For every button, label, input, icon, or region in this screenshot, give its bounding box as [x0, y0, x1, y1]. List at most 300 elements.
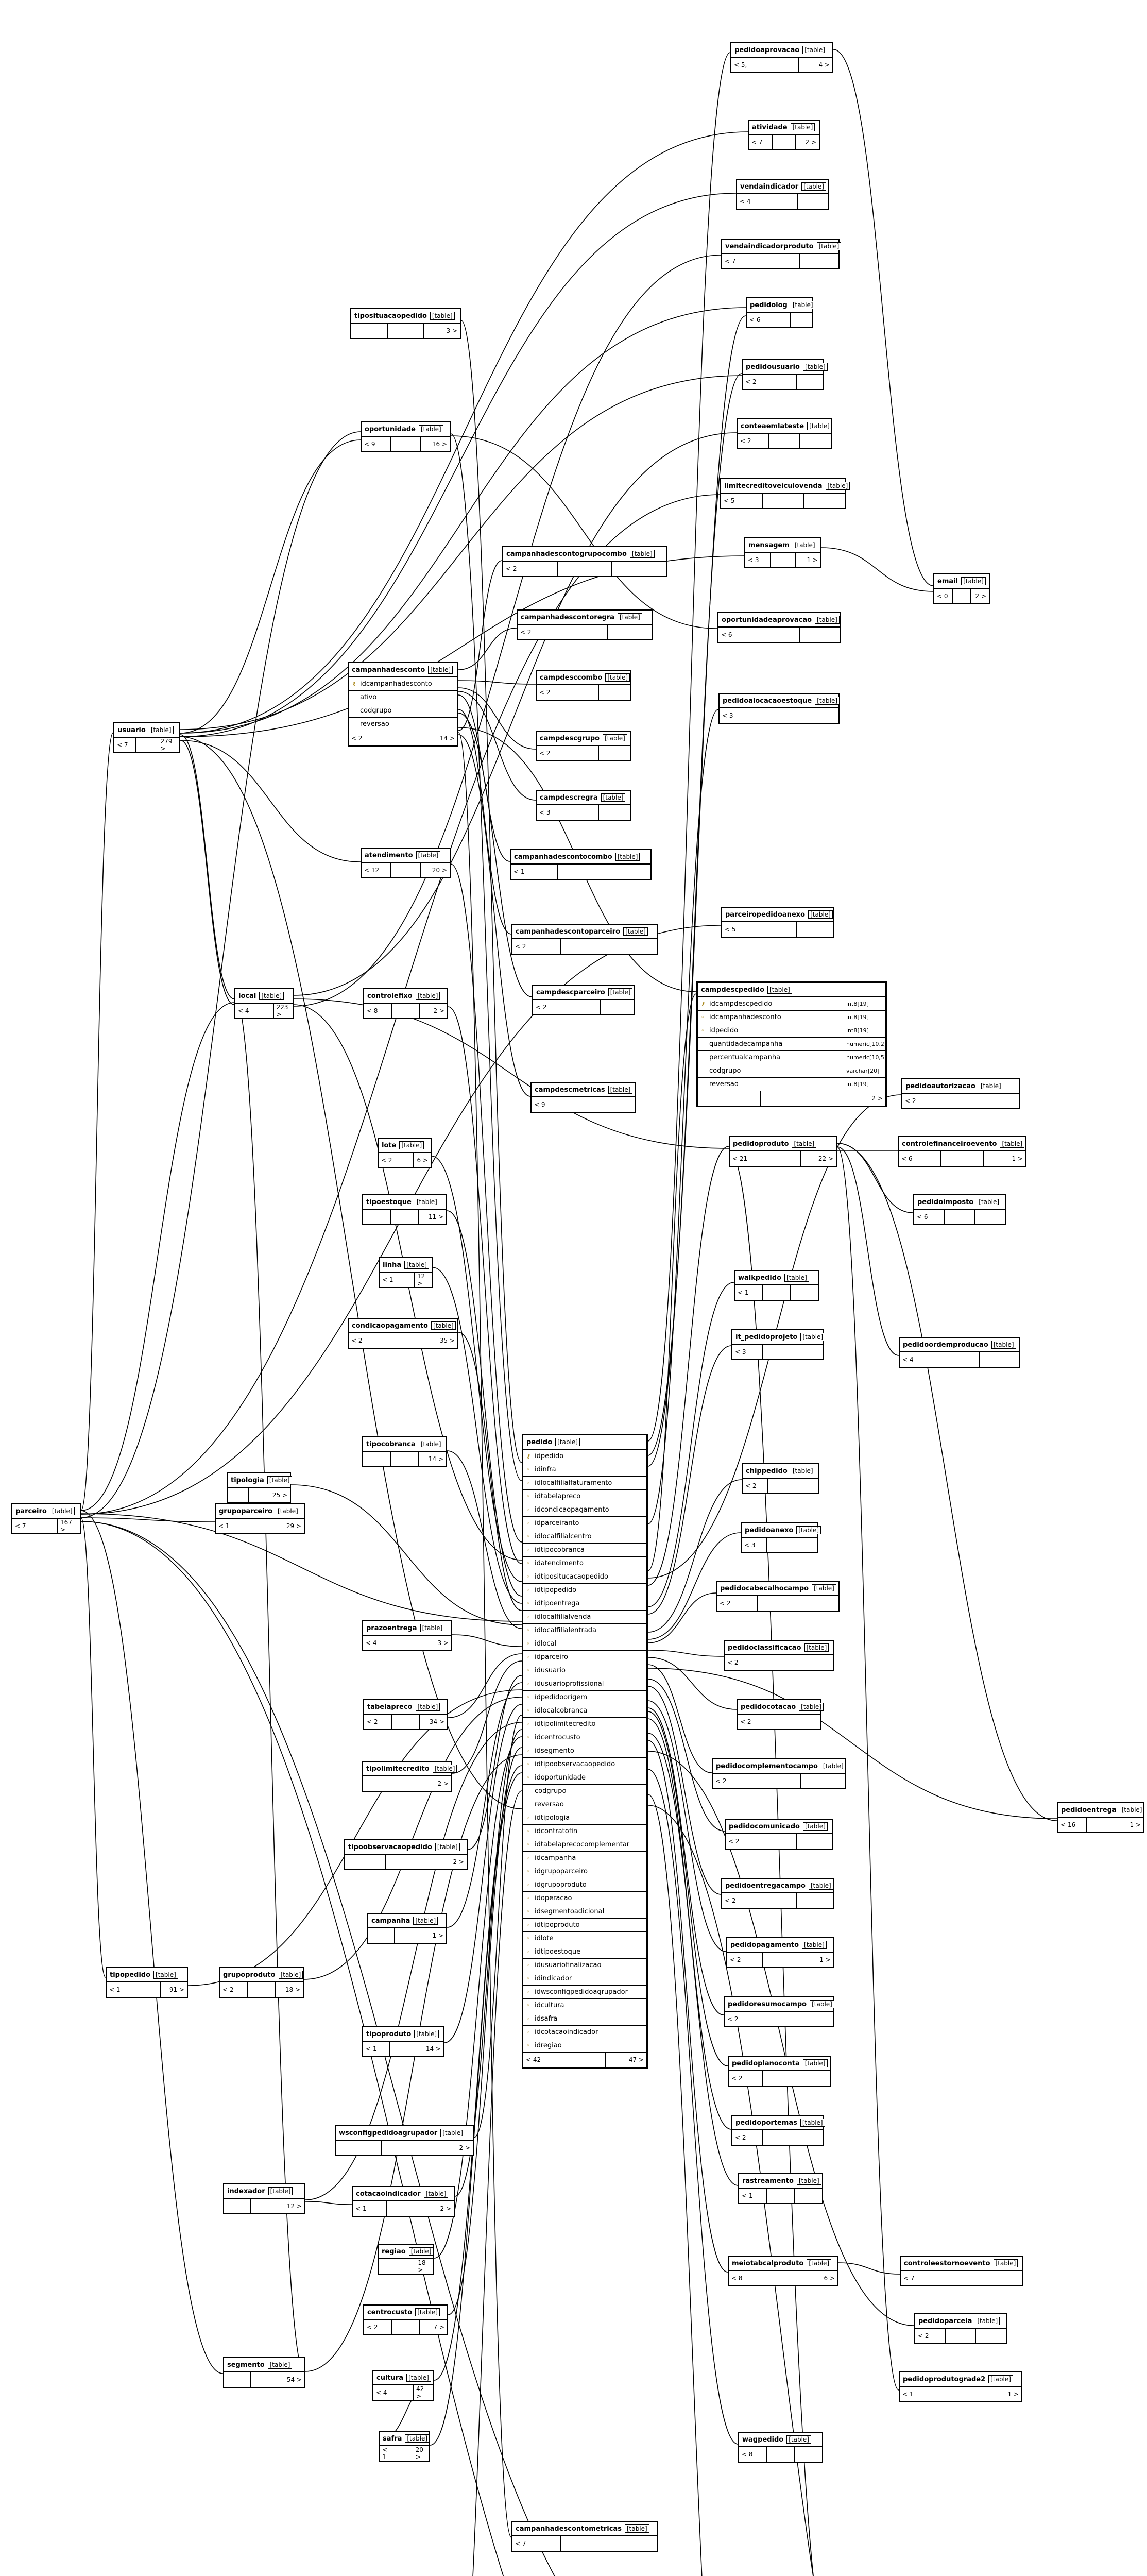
- table-limitecreditoveiculovenda[interactable]: [720, 478, 846, 509]
- table-footer: [380, 1273, 432, 1287]
- table-name[interactable]: tipocobranca: [366, 1440, 416, 1448]
- table-type-label: [table]: [817, 242, 842, 250]
- parents-count: < 2: [533, 1000, 567, 1014]
- table-name[interactable]: campanhadescontocombo: [514, 853, 612, 861]
- table-pedidoportemas[interactable]: [731, 2115, 824, 2146]
- table-pedidoautorizacao[interactable]: [901, 1078, 1020, 1109]
- table-header: [722, 240, 838, 254]
- table-type-label: [table]: [799, 1703, 824, 1711]
- table-name[interactable]: tipoobservacaopedido: [348, 1843, 432, 1851]
- table-footer: [353, 2201, 454, 2216]
- column-row: [523, 1664, 646, 1677]
- table-name[interactable]: pedidocabecalhocampo: [720, 1584, 809, 1592]
- table-name[interactable]: safra: [383, 2434, 402, 2443]
- table-name[interactable]: it_pedidoprojeto: [735, 1333, 798, 1341]
- rows-count: [771, 553, 796, 567]
- rows-count: [248, 1982, 276, 1997]
- table-safra[interactable]: [379, 2431, 430, 2462]
- table-name[interactable]: pedidoimposto: [917, 1198, 974, 1206]
- table-footer: [364, 1715, 447, 1729]
- table-campdesccombo[interactable]: [536, 670, 631, 701]
- foreign-key-icon: ◦: [526, 1774, 530, 1781]
- table-footer: [749, 135, 819, 149]
- table-meiotabcalproduto[interactable]: [728, 2256, 838, 2286]
- table-parceiro[interactable]: [11, 1503, 81, 1534]
- foreign-key-icon: ◦: [526, 1935, 530, 1942]
- table-footer: [743, 375, 823, 389]
- table-type-label: [table]: [415, 1198, 439, 1206]
- relationship-line: [837, 1147, 899, 1355]
- table-pedido[interactable]: [522, 1434, 648, 2069]
- column-row: [523, 2012, 646, 2026]
- table-oportunidadeaprovacao[interactable]: [717, 612, 841, 643]
- table-name[interactable]: tipologia: [231, 1476, 264, 1484]
- table-name[interactable]: conteaemlateste: [741, 422, 804, 430]
- table-it-pedidoprojeto[interactable]: [731, 1329, 824, 1360]
- table-name[interactable]: indexador: [227, 2187, 265, 2195]
- table-pedidocabecalhocampo[interactable]: [716, 1581, 840, 1612]
- table-campanhadescontoregra[interactable]: [517, 609, 653, 640]
- table-name[interactable]: atendimento: [365, 851, 413, 859]
- table-campanhadesconto[interactable]: [348, 662, 458, 747]
- table-footer: [725, 2012, 833, 2026]
- table-type-label: [table]: [797, 2177, 821, 2185]
- table-name[interactable]: pedidocomplementocampo: [716, 1762, 818, 1770]
- table-footer: [915, 2329, 1006, 2343]
- table-name[interactable]: pedidoordemproducao: [903, 1341, 988, 1349]
- table-name[interactable]: campdescgrupo: [540, 734, 600, 742]
- table-type-label: [table]: [975, 2317, 1000, 2325]
- table-grupoproduto[interactable]: [219, 1967, 304, 1998]
- rows-count: [564, 2053, 606, 2067]
- rows-count: [946, 2329, 976, 2343]
- children-count: [604, 865, 650, 879]
- column-row: [523, 1798, 646, 1811]
- column-name: idtipocobranca: [535, 1546, 585, 1554]
- children-count: [975, 1210, 1005, 1224]
- table-name[interactable]: grupoproduto: [223, 1971, 276, 1979]
- foreign-key-icon: ◦: [526, 1640, 530, 1647]
- table-pedidoparcela[interactable]: [914, 2313, 1007, 2344]
- table-name[interactable]: campdescmetricas: [535, 1086, 605, 1094]
- table-chippedido[interactable]: [742, 1463, 819, 1494]
- table-name[interactable]: pedidoanexo: [745, 1526, 794, 1534]
- children-count: [793, 1479, 818, 1493]
- column-name: idcotacaoindicador: [535, 2028, 598, 2036]
- table-footer: [726, 1834, 832, 1849]
- rows-count: [392, 2320, 420, 2334]
- column-name: reversao: [709, 1080, 739, 1088]
- table-cultura[interactable]: [372, 2370, 434, 2401]
- children-count: 54 >: [286, 2376, 302, 2383]
- children-count: 25 >: [272, 1492, 288, 1499]
- table-lote[interactable]: [378, 1138, 432, 1168]
- table-type-label: [table]: [419, 1440, 443, 1448]
- table-name[interactable]: parceiropedidoanexo: [725, 910, 806, 919]
- table-name[interactable]: campanhadesconto: [352, 666, 425, 674]
- table-tipoproduto[interactable]: [362, 2026, 444, 2057]
- table-segmento[interactable]: [223, 2357, 305, 2388]
- table-campdescmetricas[interactable]: [530, 1082, 636, 1113]
- table-header: [523, 1435, 646, 1450]
- table-footer: [224, 2372, 304, 2387]
- table-name[interactable]: campanhadescontometricas: [516, 2524, 622, 2533]
- table-name[interactable]: pedidocomunicado: [729, 1822, 800, 1831]
- table-pedidopagamento[interactable]: [726, 1937, 834, 1968]
- children-count: 12 >: [286, 2202, 302, 2210]
- children-count: [800, 434, 831, 448]
- table-header: [537, 732, 630, 746]
- table-footer: [742, 1538, 817, 1552]
- foreign-key-icon: ◦: [526, 2029, 530, 2036]
- table-type-label: [table]: [786, 2435, 811, 2444]
- column-row: [523, 1986, 646, 1999]
- table-cotacaoindicador[interactable]: [352, 2186, 455, 2217]
- table-pedidoentrega[interactable]: [1057, 1802, 1144, 1833]
- table-name[interactable]: meiotabcalproduto: [732, 2259, 804, 2267]
- table-vendaindicador[interactable]: [736, 179, 829, 210]
- table-pedidoprodutograde2[interactable]: [899, 2371, 1022, 2402]
- table-pedidousuario[interactable]: [742, 359, 824, 390]
- table-header: [729, 2057, 830, 2071]
- rows-count: [561, 2536, 609, 2551]
- table-footer: [532, 1097, 635, 1112]
- table-type-label: [table]: [605, 673, 630, 682]
- table-name[interactable]: campdescregra: [540, 793, 598, 802]
- children-count: [599, 685, 630, 700]
- relationship-line: [458, 688, 536, 749]
- foreign-key-icon: ◦: [526, 1681, 530, 1687]
- table-pedidoproduto[interactable]: [729, 1136, 837, 1167]
- table-type-label: [table]: [784, 1274, 809, 1282]
- table-campdescgrupo[interactable]: [536, 731, 631, 761]
- table-controleestornoevento[interactable]: [900, 2256, 1023, 2286]
- foreign-key-icon: ◦: [526, 1882, 530, 1888]
- table-name[interactable]: regiao: [382, 2247, 406, 2256]
- table-wagpedido[interactable]: [738, 2432, 823, 2463]
- table-name[interactable]: chippedido: [746, 1467, 788, 1475]
- table-header: [915, 2314, 1006, 2329]
- rows-count: [387, 2201, 421, 2216]
- table-pedidoimposto[interactable]: [913, 1194, 1006, 1225]
- table-tipologia[interactable]: [227, 1472, 291, 1503]
- children-count: 1 >: [1007, 2391, 1019, 2398]
- rows-count: [761, 1091, 824, 1106]
- table-name[interactable]: controlefinanceiroevento: [902, 1140, 997, 1148]
- table-header: [537, 671, 630, 685]
- table-name[interactable]: cultura: [376, 2374, 404, 2382]
- table-campanhadescontoparceiro[interactable]: [511, 924, 658, 955]
- children-count: 14 >: [425, 2045, 441, 2053]
- table-name[interactable]: pedidoplanoconta: [732, 2059, 800, 2067]
- table-type-label: [table]: [601, 793, 626, 802]
- table-header: [743, 360, 826, 375]
- table-name[interactable]: campanhadescontoparceiro: [516, 927, 621, 936]
- column-row: [523, 1905, 646, 1919]
- table-name[interactable]: parceiro: [15, 1507, 47, 1515]
- children-count: [792, 1538, 817, 1552]
- table-name[interactable]: pedidoalocacaoestoque: [723, 697, 812, 705]
- children-count: 1 >: [807, 556, 818, 564]
- table-footer: [349, 731, 457, 745]
- table-name[interactable]: controleestornoevento: [904, 2259, 990, 2267]
- rows-count: [391, 863, 420, 877]
- table-tiposituacaopedido[interactable]: [350, 308, 461, 339]
- relationship-line: [81, 1003, 234, 1511]
- table-name[interactable]: pedidoentregacampo: [725, 1882, 806, 1890]
- table-name[interactable]: grupoparceiro: [219, 1507, 273, 1515]
- table-pedidoanexo[interactable]: [741, 1522, 818, 1553]
- table-name[interactable]: centrocusto: [367, 2308, 413, 2316]
- table-name[interactable]: controlefixo: [367, 992, 413, 1000]
- table-conteaemlateste[interactable]: [737, 418, 832, 449]
- table-name[interactable]: email: [937, 577, 958, 585]
- column-name: idoperacao: [535, 1894, 572, 1902]
- column-row: [349, 718, 457, 731]
- table-name[interactable]: linha: [383, 1261, 402, 1269]
- parents-count: < 2: [738, 1715, 765, 1729]
- table-vendaindicadorproduto[interactable]: [721, 239, 840, 269]
- column-row: [523, 1637, 646, 1651]
- table-header: [737, 180, 828, 194]
- table-local[interactable]: [234, 988, 294, 1019]
- table-name[interactable]: vendaindicador: [740, 182, 799, 191]
- parents-count: < 2: [717, 1596, 758, 1611]
- table-controlefinanceiroevento[interactable]: [898, 1136, 1026, 1167]
- table-name[interactable]: tipoestoque: [366, 1198, 412, 1206]
- parents-count: < 2: [727, 1953, 763, 1967]
- children-count: [800, 628, 840, 642]
- rows-count: [390, 2042, 417, 2056]
- table-header: [738, 1700, 820, 1715]
- table-header: [739, 2433, 822, 2447]
- table-pedidoclassificacao[interactable]: [724, 1640, 834, 1671]
- table-pedidoplanoconta[interactable]: [728, 2056, 831, 2087]
- table-footer: [379, 2259, 433, 2274]
- rows-count: [396, 1153, 414, 1167]
- table-email[interactable]: [933, 573, 990, 604]
- table-name[interactable]: tipolimitecredito: [366, 1765, 430, 1773]
- table-footer: [739, 2447, 822, 2462]
- table-footer: [743, 1479, 818, 1493]
- foreign-key-icon: ◦: [526, 1493, 530, 1500]
- table-wsconfigpedidoagrupador[interactable]: [335, 2125, 474, 2156]
- table-tipoestoque[interactable]: [362, 1194, 447, 1225]
- table-tabelapreco[interactable]: [363, 1699, 448, 1730]
- table-footer: [914, 1210, 1005, 1224]
- table-name[interactable]: tipoproduto: [366, 2030, 412, 2038]
- parents-count: < 7: [114, 738, 136, 752]
- rows-count: [566, 1097, 601, 1112]
- column-name: idlocalcobranca: [535, 1707, 588, 1715]
- table-rastreamento[interactable]: [738, 2173, 823, 2204]
- table-name[interactable]: pedidoclassificacao: [728, 1643, 801, 1652]
- table-name[interactable]: campanhadescontoregra: [521, 613, 614, 621]
- children-count: 2 >: [453, 1858, 464, 1866]
- table-header: [368, 1914, 446, 1928]
- foreign-key-icon: ◦: [526, 1506, 530, 1513]
- rows-count: [392, 1004, 420, 1018]
- table-name[interactable]: oportunidade: [365, 425, 416, 433]
- column-name: idinfra: [535, 1466, 556, 1473]
- column-row: [523, 1557, 646, 1570]
- table-name[interactable]: tipopedido: [110, 1971, 151, 1979]
- foreign-key-icon: ◦: [526, 1627, 530, 1634]
- parents-count: < 6: [899, 1151, 941, 1166]
- table-mensagem[interactable]: [744, 537, 821, 568]
- relationship-line: [294, 999, 729, 1148]
- column-type: varchar[20]: [844, 1067, 882, 1074]
- table-pedidolog[interactable]: [746, 297, 813, 328]
- table-indexador[interactable]: [223, 2183, 305, 2214]
- table-name[interactable]: pedidoportemas: [735, 2119, 797, 2127]
- children-count: [801, 1774, 845, 1788]
- parents-count: [345, 1855, 386, 1869]
- table-name[interactable]: rastreamento: [742, 2177, 794, 2185]
- column-name: percentualcampanha: [709, 1054, 781, 1061]
- table-campdescpedido[interactable]: [696, 981, 887, 1107]
- table-pedidoresumocampo[interactable]: [724, 1996, 834, 2027]
- parents-count: < 42: [523, 2053, 564, 2067]
- rows-count: [35, 1519, 58, 1533]
- table-campanhadescontogrupocombo[interactable]: [502, 546, 667, 577]
- table-name[interactable]: oportunidadeaprovacao: [722, 616, 812, 624]
- table-name[interactable]: lote: [382, 1141, 397, 1149]
- rows-count: [391, 1210, 419, 1224]
- table-name[interactable]: pedidoproduto: [733, 1140, 789, 1148]
- table-pedidoalocacaoestoque[interactable]: [718, 693, 840, 724]
- table-pedidoordemproducao[interactable]: [899, 1337, 1020, 1368]
- table-usuario[interactable]: [113, 722, 180, 753]
- relationship-line: [821, 548, 933, 591]
- table-name[interactable]: cotacaoindicador: [356, 2190, 421, 2198]
- table-name[interactable]: campdesccombo: [540, 673, 603, 682]
- parents-count: < 2: [743, 375, 769, 389]
- table-name[interactable]: campanha: [371, 1917, 410, 1925]
- table-name[interactable]: pedidoresumocampo: [728, 2000, 807, 2008]
- table-name[interactable]: vendaindicadorproduto: [725, 242, 814, 250]
- rows-count: [765, 1151, 801, 1166]
- table-atividade[interactable]: [748, 120, 820, 150]
- table-name[interactable]: pedido: [526, 1438, 553, 1446]
- table-name[interactable]: pedidoprodutograde2: [903, 2375, 986, 2383]
- table-name[interactable]: pedidopagamento: [730, 1941, 799, 1949]
- table-type-label: [table]: [50, 1507, 75, 1515]
- table-pedidoentregacampo[interactable]: [721, 1878, 834, 1909]
- parents-count: < 8: [739, 2447, 767, 2462]
- table-name[interactable]: wagpedido: [742, 2435, 784, 2444]
- table-oportunidade[interactable]: [361, 421, 451, 452]
- table-name[interactable]: mensagem: [748, 541, 790, 549]
- table-name[interactable]: pedidolog: [750, 301, 788, 309]
- table-controlefixo[interactable]: [363, 988, 448, 1019]
- table-walkpedido[interactable]: [734, 1270, 819, 1301]
- table-footer: [713, 1774, 845, 1788]
- table-linha[interactable]: [379, 1257, 433, 1288]
- table-name[interactable]: pedidoaprovacao: [734, 46, 800, 54]
- table-pedidocotacao[interactable]: [737, 1699, 821, 1730]
- table-name[interactable]: tabelapreco: [367, 1703, 413, 1711]
- table-parceiropedidoanexo[interactable]: [721, 907, 834, 938]
- parents-count: < 2: [364, 1715, 392, 1729]
- parents-count: < 6: [914, 1210, 945, 1224]
- table-type-label: [table]: [826, 482, 850, 490]
- table-regiao[interactable]: [378, 2244, 434, 2275]
- table-footer: [220, 1982, 303, 1997]
- table-centrocusto[interactable]: [363, 2304, 448, 2335]
- table-name[interactable]: tiposituacaopedido: [354, 312, 427, 320]
- rows-count: [251, 2372, 278, 2387]
- rows-count: [761, 254, 800, 268]
- children-count: [601, 1000, 634, 1014]
- table-campanhadescontometricas[interactable]: [511, 2521, 658, 2552]
- table-name[interactable]: pedidoparcela: [918, 2317, 972, 2325]
- table-type-label: [table]: [994, 2259, 1018, 2267]
- table-tipoobservacaopedido[interactable]: [344, 1839, 468, 1870]
- parents-count: < 1: [380, 2446, 396, 2461]
- table-pedidoaprovacao[interactable]: [730, 42, 833, 73]
- table-pedidocomunicado[interactable]: [725, 1819, 833, 1850]
- table-name[interactable]: limitecreditoveiculovenda: [724, 482, 823, 490]
- parents-count: < 7: [12, 1519, 35, 1533]
- table-grupoparceiro[interactable]: [215, 1503, 305, 1534]
- table-name[interactable]: campdescparceiro: [536, 988, 605, 996]
- table-tipopedido[interactable]: [106, 1967, 188, 1998]
- rows-count: [395, 1928, 421, 1943]
- table-name[interactable]: campanhadescontogrupocombo: [506, 550, 627, 558]
- table-footer: [729, 2071, 830, 2086]
- foreign-key-icon: ◦: [526, 1989, 530, 1995]
- table-footer: [735, 1285, 818, 1300]
- table-campdescparceiro[interactable]: [532, 985, 635, 1015]
- table-atendimento[interactable]: [361, 848, 451, 878]
- table-tipocobranca[interactable]: [362, 1436, 447, 1467]
- table-name[interactable]: pedidoautorizacao: [905, 1082, 975, 1090]
- table-name[interactable]: campdescpedido: [701, 986, 765, 994]
- table-campdescregra[interactable]: [536, 790, 631, 821]
- table-tipolimitecredito[interactable]: [362, 1761, 455, 1792]
- table-name[interactable]: local: [238, 992, 256, 1000]
- table-campanha[interactable]: [367, 1913, 447, 1944]
- table-campanhadescontocombo[interactable]: [510, 849, 652, 880]
- table-name[interactable]: usuario: [117, 726, 146, 734]
- column-name: idsegmento: [535, 1747, 574, 1755]
- table-name[interactable]: condicaopagamento: [352, 1321, 428, 1330]
- children-count: 22 >: [818, 1155, 833, 1162]
- children-count: 29 >: [286, 1522, 301, 1530]
- column-row: [698, 1038, 885, 1051]
- table-pedidocomplementocampo[interactable]: [712, 1758, 846, 1789]
- rows-count: [763, 1953, 798, 1967]
- table-name[interactable]: segmento: [227, 2361, 265, 2369]
- table-name[interactable]: pedidocotacao: [741, 1703, 796, 1711]
- parents-count: [363, 1776, 392, 1791]
- table-type-label: [table]: [791, 301, 815, 309]
- table-name[interactable]: wsconfigpedidoagrupador: [339, 2129, 438, 2137]
- table-type-label: [table]: [608, 1086, 633, 1094]
- table-name[interactable]: pedidoentrega: [1061, 1806, 1117, 1814]
- table-name[interactable]: walkpedido: [738, 1274, 782, 1282]
- table-name[interactable]: pedidousuario: [746, 363, 800, 371]
- relationship-line: [234, 995, 305, 2376]
- column-type: int8[19]: [844, 1014, 882, 1021]
- table-prazoentrega[interactable]: [362, 1620, 452, 1651]
- children-count: 12 >: [417, 1273, 425, 1287]
- table-condicaopagamento[interactable]: [348, 1318, 458, 1349]
- rows-count: [245, 1519, 275, 1533]
- table-name[interactable]: atividade: [752, 123, 788, 131]
- table-name[interactable]: prazoentrega: [366, 1624, 417, 1632]
